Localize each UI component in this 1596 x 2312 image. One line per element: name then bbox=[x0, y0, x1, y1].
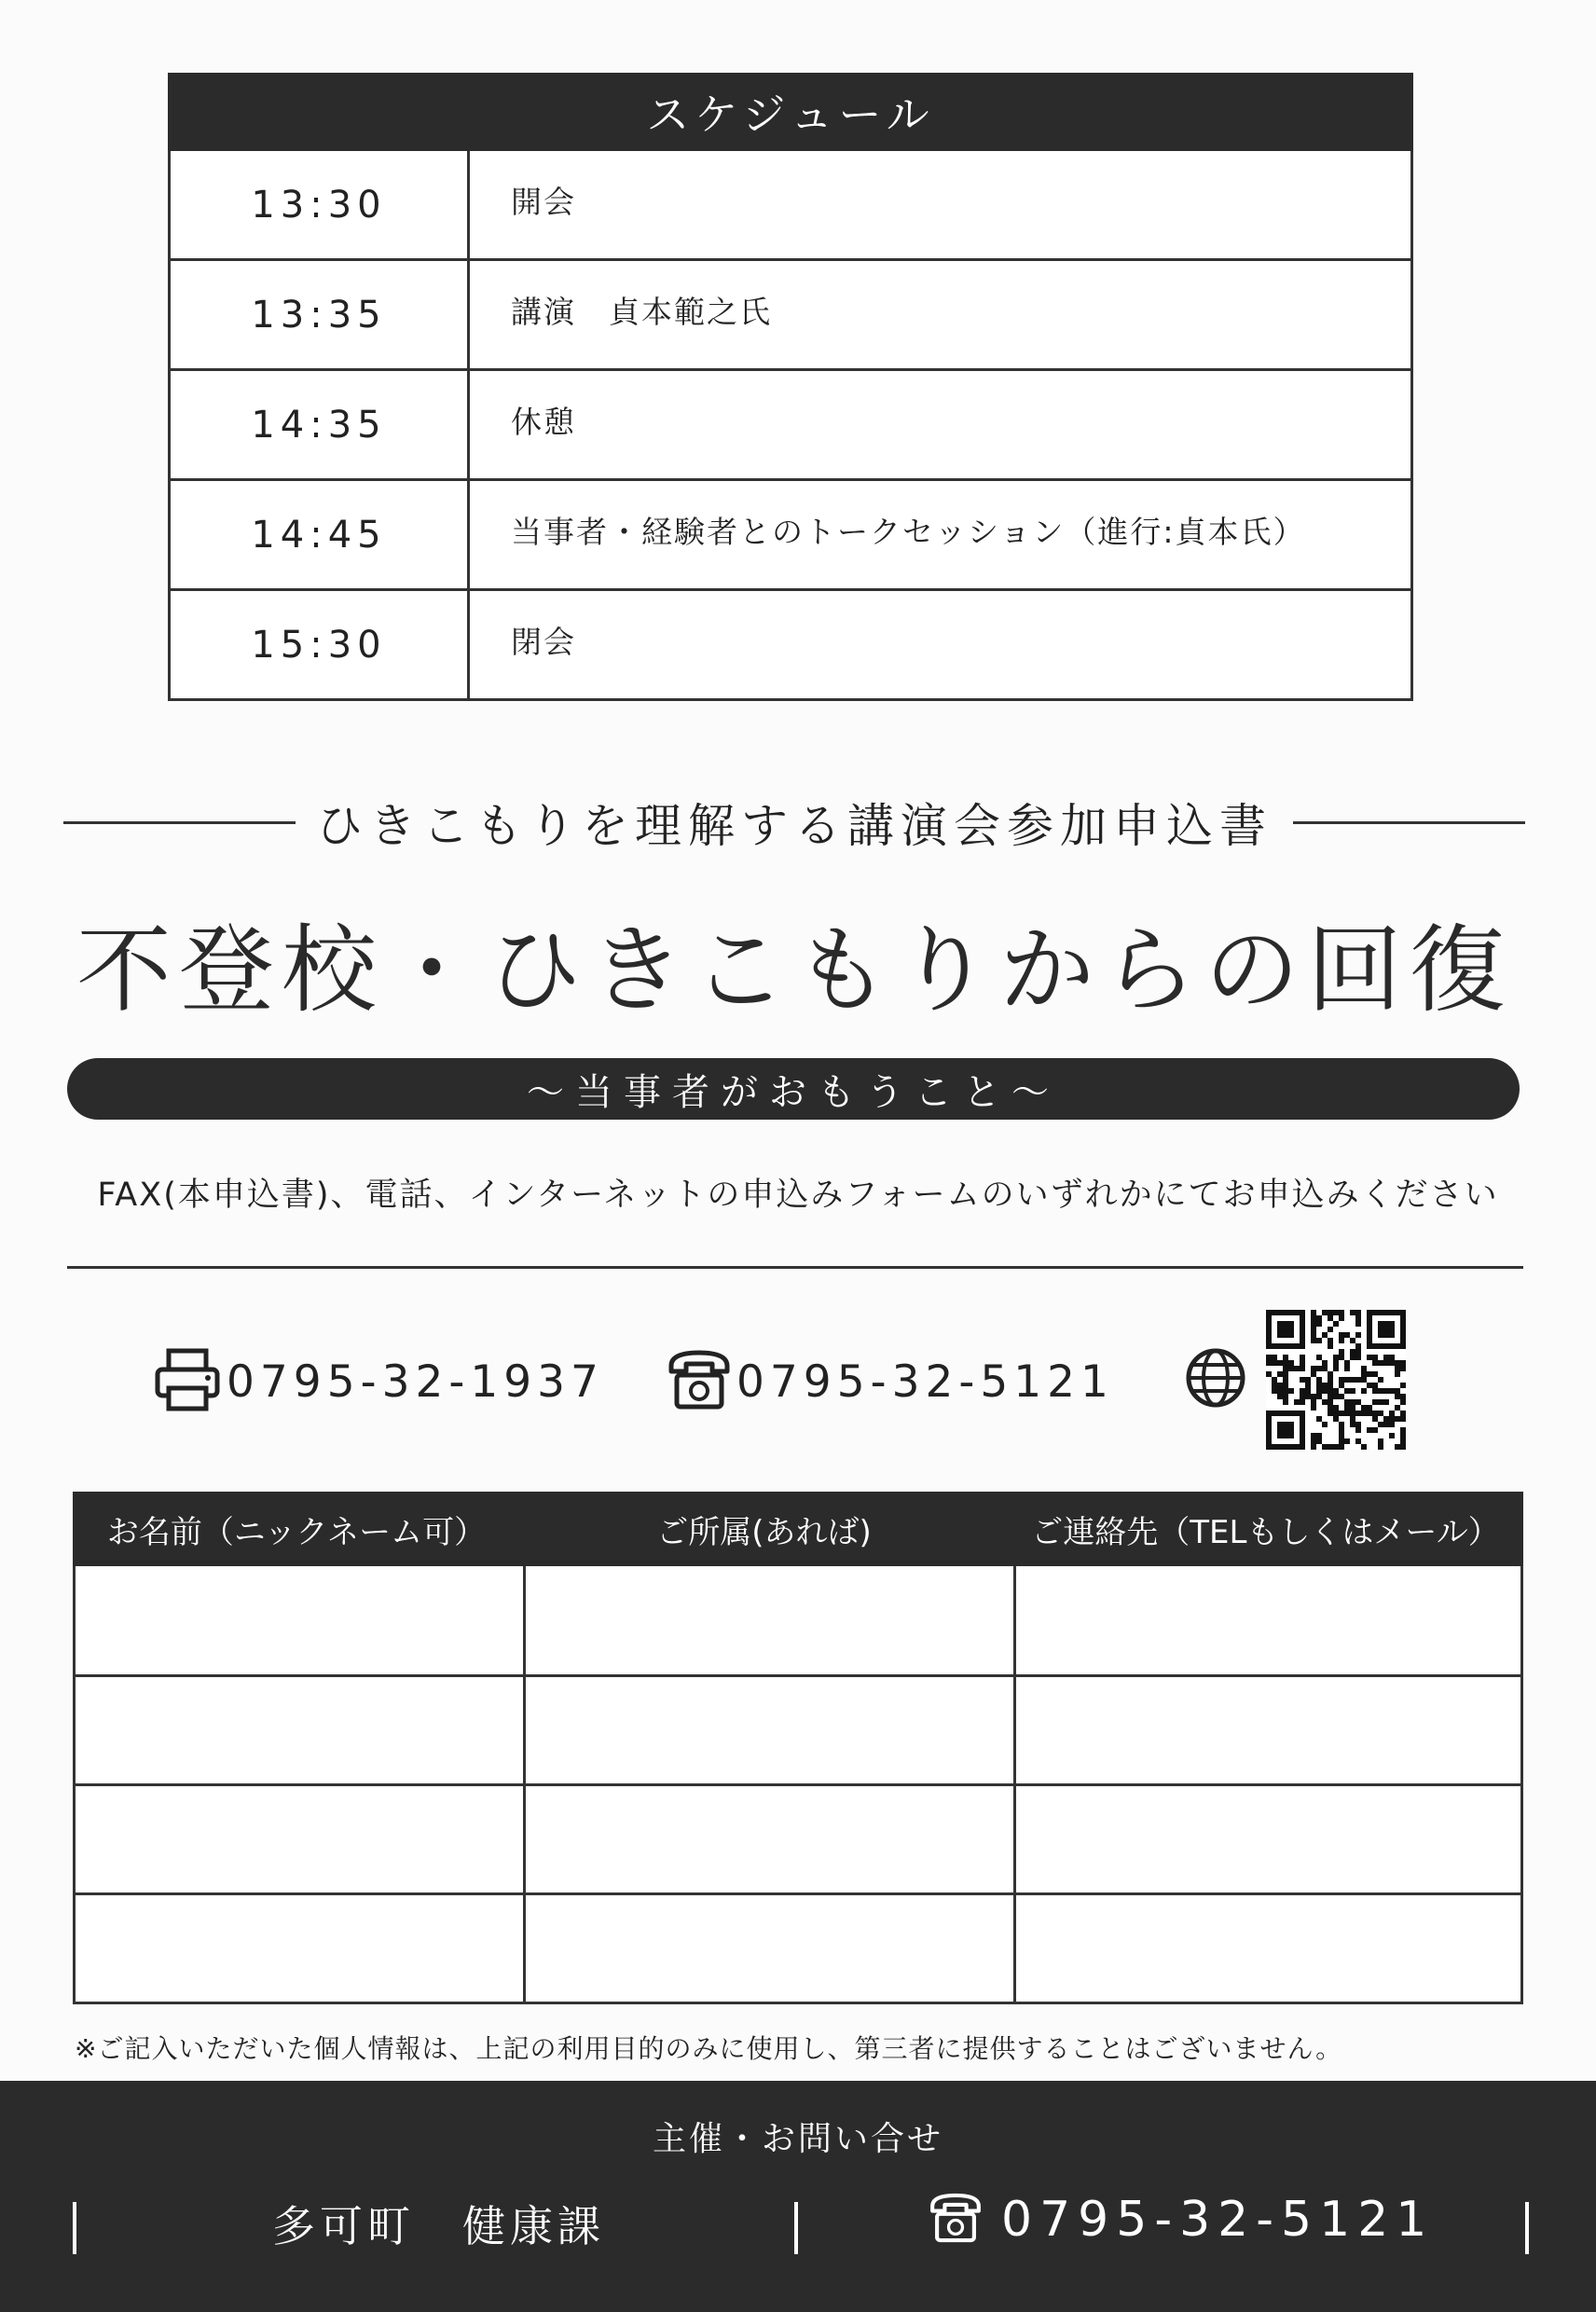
schedule-item: 講演 貞本範之氏 bbox=[511, 294, 772, 330]
subtitle-rule-right bbox=[1293, 821, 1525, 824]
schedule-row bbox=[171, 368, 1410, 478]
schedule-time: 15:30 bbox=[171, 591, 470, 698]
schedule-item: 閉会 bbox=[511, 624, 576, 660]
fax-contact bbox=[154, 1344, 604, 1419]
affiliation-field[interactable] bbox=[523, 1895, 1013, 2002]
form-subtitle-text: ひきこもりを理解する講演会参加申込書 bbox=[316, 799, 1273, 853]
entry-table-header bbox=[73, 1492, 1523, 1566]
schedule-row bbox=[171, 588, 1410, 698]
fax-number: 0795-32-1937 bbox=[227, 1356, 604, 1408]
schedule-title: スケジュール bbox=[168, 73, 1413, 151]
form-subtitle bbox=[63, 785, 1525, 860]
fax-icon bbox=[154, 1347, 221, 1416]
tel-contact bbox=[667, 1344, 1114, 1419]
subtitle-rule-left bbox=[63, 821, 296, 824]
table-row bbox=[76, 1783, 1520, 1892]
tagline-banner bbox=[67, 1058, 1520, 1120]
privacy-note: ※ご記入いただいた個人情報は、上記の利用目的のみに使用し、第三者に提供することはございません。 bbox=[75, 2033, 1343, 2064]
contact-field[interactable] bbox=[1013, 1786, 1520, 1892]
qr-code-icon[interactable] bbox=[1266, 1310, 1406, 1450]
schedule-row bbox=[171, 258, 1410, 368]
phone-icon bbox=[929, 2191, 983, 2249]
tel-number: 0795-32-5121 bbox=[736, 1356, 1114, 1408]
schedule-row bbox=[171, 478, 1410, 588]
footer-title: 主催・お問い合せ bbox=[652, 2120, 943, 2158]
footer-separator bbox=[794, 2202, 798, 2254]
web-contact bbox=[1184, 1305, 1406, 1454]
affiliation-field[interactable] bbox=[523, 1677, 1013, 1783]
footer-tel-number: 0795-32-5121 bbox=[1001, 2192, 1435, 2248]
footer bbox=[0, 2081, 1596, 2312]
name-field[interactable] bbox=[76, 1786, 523, 1892]
name-field[interactable] bbox=[76, 1566, 523, 1674]
contact-field[interactable] bbox=[1013, 1677, 1520, 1783]
phone-icon bbox=[667, 1347, 731, 1416]
schedule-time: 13:35 bbox=[171, 261, 470, 368]
page-title: 不登校・ひきこもりからの回復 bbox=[76, 915, 1512, 1026]
schedule-time: 13:30 bbox=[171, 151, 470, 258]
header-name: お名前（ニックネーム可） bbox=[106, 1513, 487, 1551]
schedule-item: 当事者・経験者とのトークセッション（進行:貞本氏） bbox=[511, 514, 1306, 550]
table-row bbox=[76, 1674, 1520, 1783]
entry-table bbox=[73, 1492, 1523, 2004]
section-divider bbox=[67, 1266, 1523, 1269]
organizer-name: 多可町 健康課 bbox=[272, 2201, 605, 2251]
schedule-item: 休憩 bbox=[511, 404, 576, 440]
contact-field[interactable] bbox=[1013, 1566, 1520, 1674]
schedule-item: 開会 bbox=[511, 184, 576, 220]
name-field[interactable] bbox=[76, 1677, 523, 1783]
schedule-table bbox=[168, 73, 1413, 701]
tagline-text: ～当事者がおもうこと～ bbox=[527, 1070, 1060, 1114]
schedule-row bbox=[171, 151, 1410, 258]
globe-icon bbox=[1184, 1346, 1247, 1413]
name-field[interactable] bbox=[76, 1895, 523, 2002]
affiliation-field[interactable] bbox=[523, 1786, 1013, 1892]
table-row bbox=[76, 1892, 1520, 2002]
table-row bbox=[76, 1566, 1520, 1674]
footer-separator bbox=[1525, 2202, 1529, 2254]
schedule-time: 14:35 bbox=[171, 371, 470, 478]
affiliation-field[interactable] bbox=[523, 1566, 1013, 1674]
header-affiliation: ご所属(あれば) bbox=[656, 1513, 872, 1551]
application-instructions: FAX(本申込書)、電話、インターネットの申込みフォームのいずれかにてお申込みください bbox=[97, 1177, 1499, 1214]
footer-separator bbox=[73, 2202, 76, 2254]
header-contact: ご連絡先（TELもしくはメール） bbox=[1031, 1513, 1500, 1551]
schedule-time: 14:45 bbox=[171, 481, 470, 588]
contact-field[interactable] bbox=[1013, 1895, 1520, 2002]
footer-tel bbox=[929, 2191, 1434, 2249]
